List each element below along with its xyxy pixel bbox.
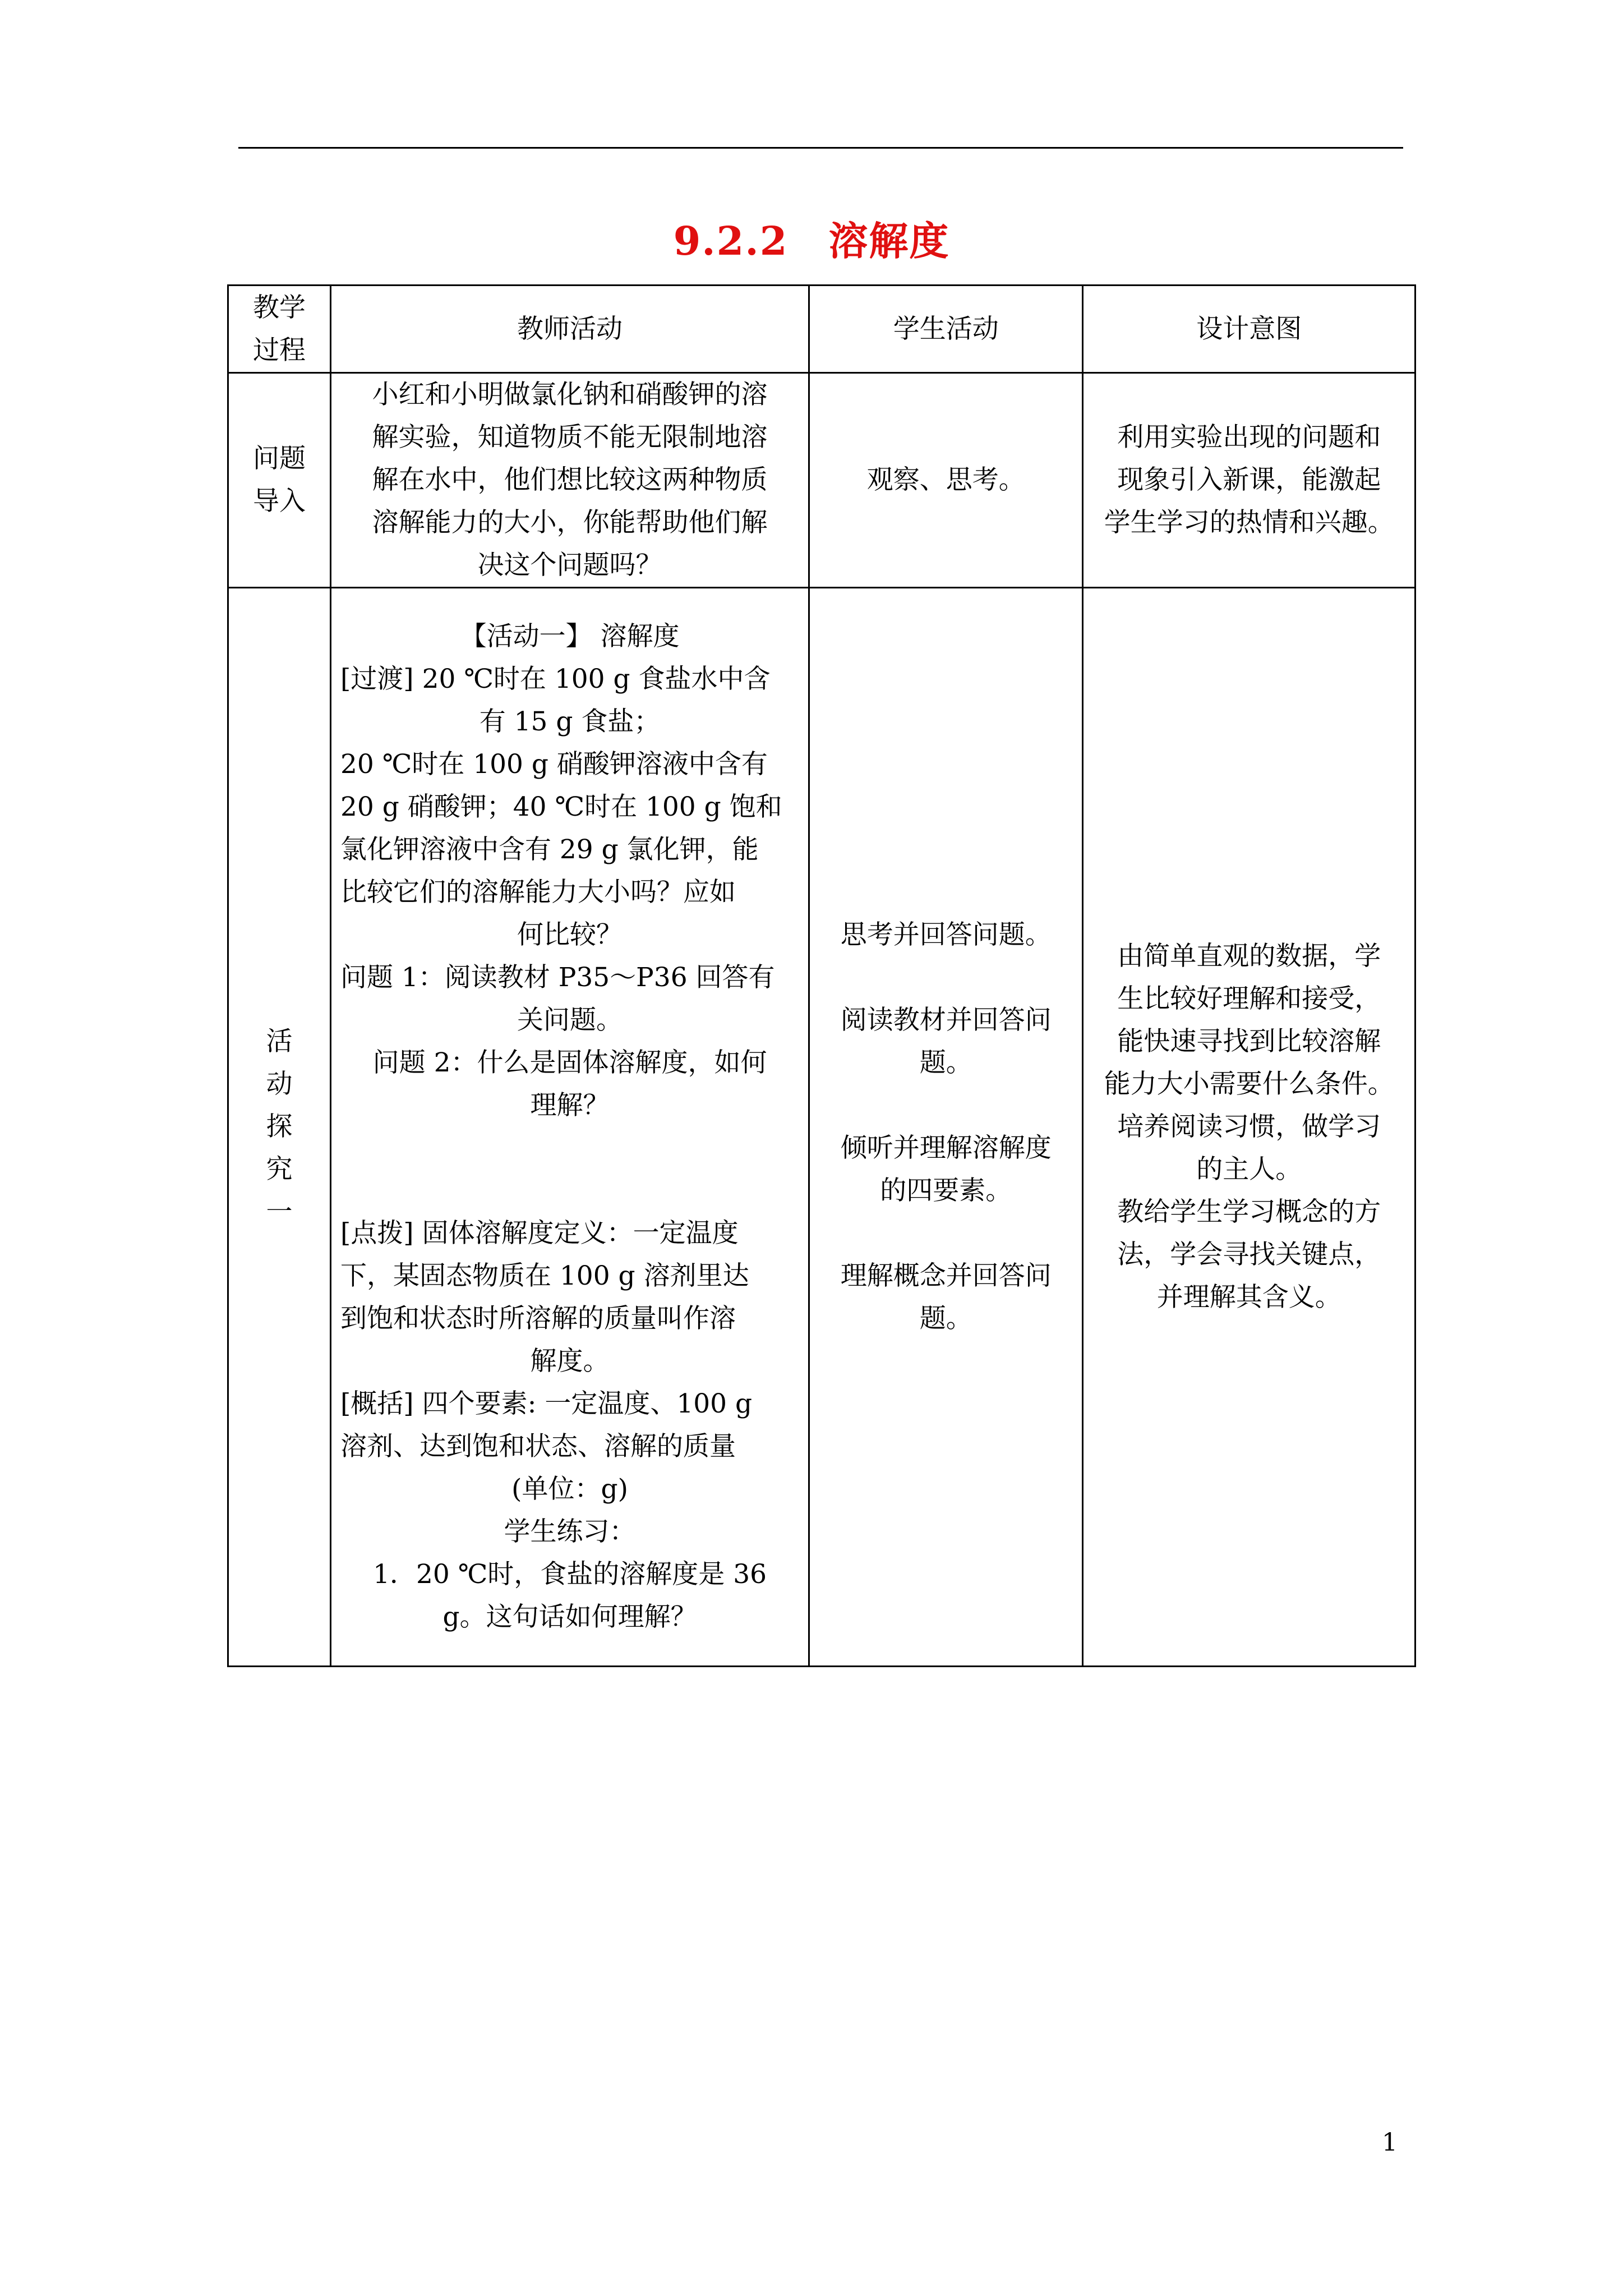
activity-intent-cell: 由简单直观的数据，学 生比较好理解和接受， 能快速寻找到比较溶解 能力大小需要什么条件。 培养阅读习惯，做学习 的主人。 教给学生学习概念的方 法，学会寻找关键点， 并理解其含义。	[1083, 588, 1415, 1667]
header-student: 学生活动	[809, 286, 1083, 373]
intro-student-cell: 观察、思考。	[809, 373, 1083, 588]
table-header-row	[228, 286, 1415, 373]
lesson-plan-table	[227, 284, 1416, 1667]
table-row-intro	[228, 373, 1415, 588]
table-row-activity-1	[228, 588, 1415, 1667]
header-intent: 设计意图	[1083, 286, 1415, 373]
page-title: 9.2.2 溶解度	[673, 218, 950, 264]
intro-process-cell: 问题 导入	[228, 373, 331, 588]
header-teacher: 教师活动	[330, 286, 809, 373]
intro-teacher-cell: 小红和小明做氯化钠和硝酸钾的溶 解实验，知道物质不能无限制地溶 解在水中，他们想比较这两种物质 溶解能力的大小，你能帮助他们解 决这个问题吗？	[330, 373, 809, 588]
header-process: 教学 过程	[228, 286, 331, 373]
header-rule	[238, 147, 1403, 149]
activity-student-cell: 思考并回答问题。 阅读教材并回答问 题。 倾听并理解溶解度 的四要素。 理解概念并回答问 题。	[809, 588, 1083, 1667]
activity-process-cell: 活 动 探 究 一	[228, 588, 331, 1667]
activity-teacher-cell: 【活动一】 溶解度 [过渡] 20 ℃时在 100 g 食盐水中含 有 15 g 食盐； 20 ℃时在 100 g 硝酸钾溶液中含有 20 g 硝酸钾；40 ℃时在 100 g 饱和 氯化钾溶液中含有 29 g 氯化钾，能 比较它们的溶解能力大小吗？应如 何比较？ 问题 1：阅读教材 P35～P36 回答有 关问题。 问题 2：什么是固体溶解度，如何 理解？ [点拨] 固体溶解度定义：一定温度 下，某固态物质在 100 g 溶剂里达 到饱和状态时所溶解的质量叫作溶 解度。 [概括] 四个要素: 一定温度、100 g 溶剂、达到饱和状态、溶解的质量 (单位：g) 学生练习： 1．20 ℃时，食盐的溶解度是 36 g。这句话如何理解？	[330, 588, 809, 1667]
page-number: 1	[1382, 2128, 1398, 2157]
intro-intent-cell: 利用实验出现的问题和 现象引入新课，能激起 学生学习的热情和兴趣。	[1083, 373, 1415, 588]
